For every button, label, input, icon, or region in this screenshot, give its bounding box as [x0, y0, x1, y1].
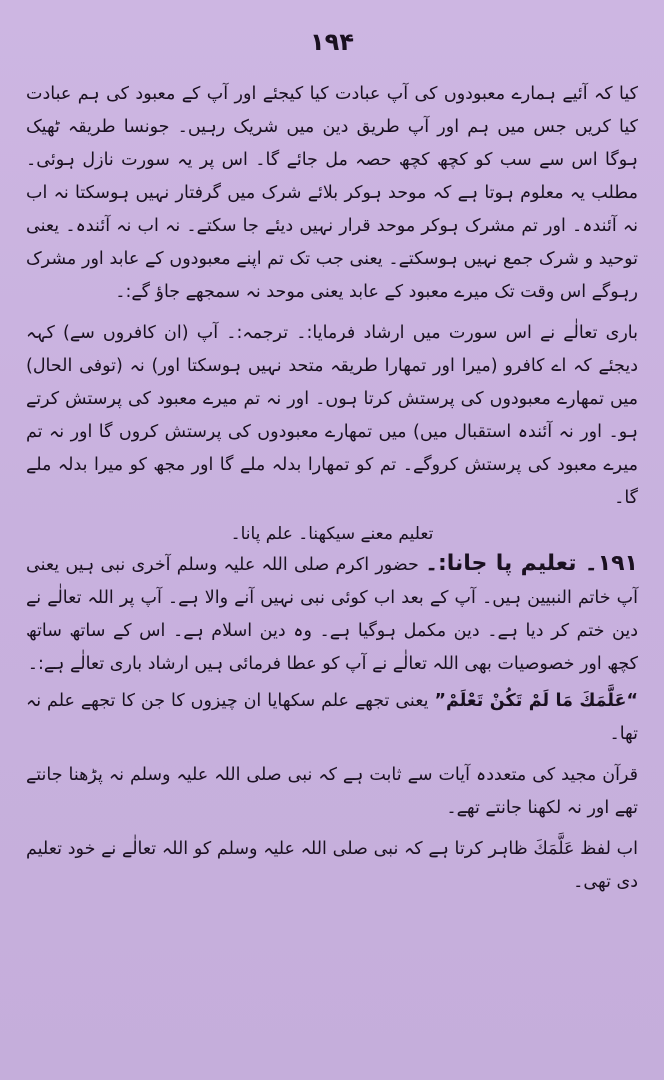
- section-heading: ۱۹۱۔ تعلیم پا جانا:۔: [425, 551, 638, 576]
- section-text: حضور اکرم صلی اللہ علیہ وسلم آخری نبی ہیں یعنی آپ خاتم النبیین ہیں۔ آپ کے بعد اب کوئی نبی نہیں آنے والا ہے۔ آپ پر اللہ تعالٰے نے دین ختم کر دیا ہے۔ دین مکمل ہوگیا ہے۔ وہ دین اسلام ہے۔ اس کے ساتھ ساتھ کچھ اور خصوصیات بھی اللہ تعالٰے نے آپ کو عطا فرمائی ہیں ارشاد باری تعالٰے ہے:۔: [26, 555, 638, 674]
- ayah-paragraph: [26, 685, 638, 751]
- paragraph-2: باری تعالٰے نے اس سورت میں ارشاد فرمایا:۔ ترجمہ:۔ آپ (ان کافروں سے) کہہ دیجئے کہ اے کافرو (میرا اور تمھارا طریقہ متحد نہیں ہوسکتا اور) نہ (توفی الحال) میں تمھارے معبودوں کی پرستش کرتا ہوں۔ اور نہ تم میرے معبود کی پرستش کرتے ہو۔ اور نہ آئندہ استقبال میں) میں تمھارے معبودوں کی پرستش کروں گا اور نہ تم میرے معبود کی پرستش کروگے۔ تم کو تمھارا بدلہ ملے گا اور مجھ کو میرا بدلہ ملے گا۔: [26, 323, 638, 508]
- paragraph-quran: قرآن مجید کی متعددہ آیات سے ثابت ہے کہ نبی صلی اللہ علیہ وسلم نہ پڑھنا جانتے تھے اور نہ لکھنا جانتے تھے۔: [26, 765, 638, 818]
- ayah-translation: یعنی تجھے علم سکھایا ان چیزوں کا جن کا تجھے علم نہ تھا۔: [26, 691, 638, 744]
- section-subtitle: تعلیم معنے سیکھنا۔ علم پانا۔: [230, 524, 434, 544]
- page-body: [26, 78, 638, 903]
- section-paragraph: [26, 547, 638, 681]
- ayah-text: “عَلَّمَكَ مَا لَمْ تَكُنْ تَعْلَمْ”: [434, 691, 638, 711]
- page-number: ۱۹۴: [310, 28, 354, 56]
- paragraph-closing: اب لفظ عَلَّمَكَ ظاہر کرتا ہے کہ نبی صلی اللہ علیہ وسلم کو اللہ تعالٰے نے خود تعلیم دی تھی۔: [26, 839, 638, 892]
- paragraph-1: کیا کہ آئیے ہمارے معبودوں کی آپ عبادت کیا کیجئے اور آپ کے معبود کی ہم عبادت کیا کریں جس میں ہم اور آپ طریق دین میں شریک رہیں۔ جونسا طریقہ ٹھیک ہوگا اس سے سب کو کچھ کچھ حصہ مل جائے گا۔ اس پر یہ سورت نازل ہوئی۔ مطلب یہ معلوم ہوتا ہے کہ موحد ہوکر بلائے شرک میں گرفتار نہیں ہوسکتا نہ اب نہ آئندہ۔ اور تم مشرک ہوکر موحد قرار نہیں دیئے جا سکتے۔ نہ اب نہ آئندہ۔ یعنی توحید و شرک جمع نہیں ہوسکتے۔ یعنی جب تک تم اپنے معبودوں کے عابد اور مشرک رہوگے اس وقت تک میرے معبود کے عابد یعنی موحد نہ سمجھے جاؤ گے:۔: [26, 84, 638, 302]
